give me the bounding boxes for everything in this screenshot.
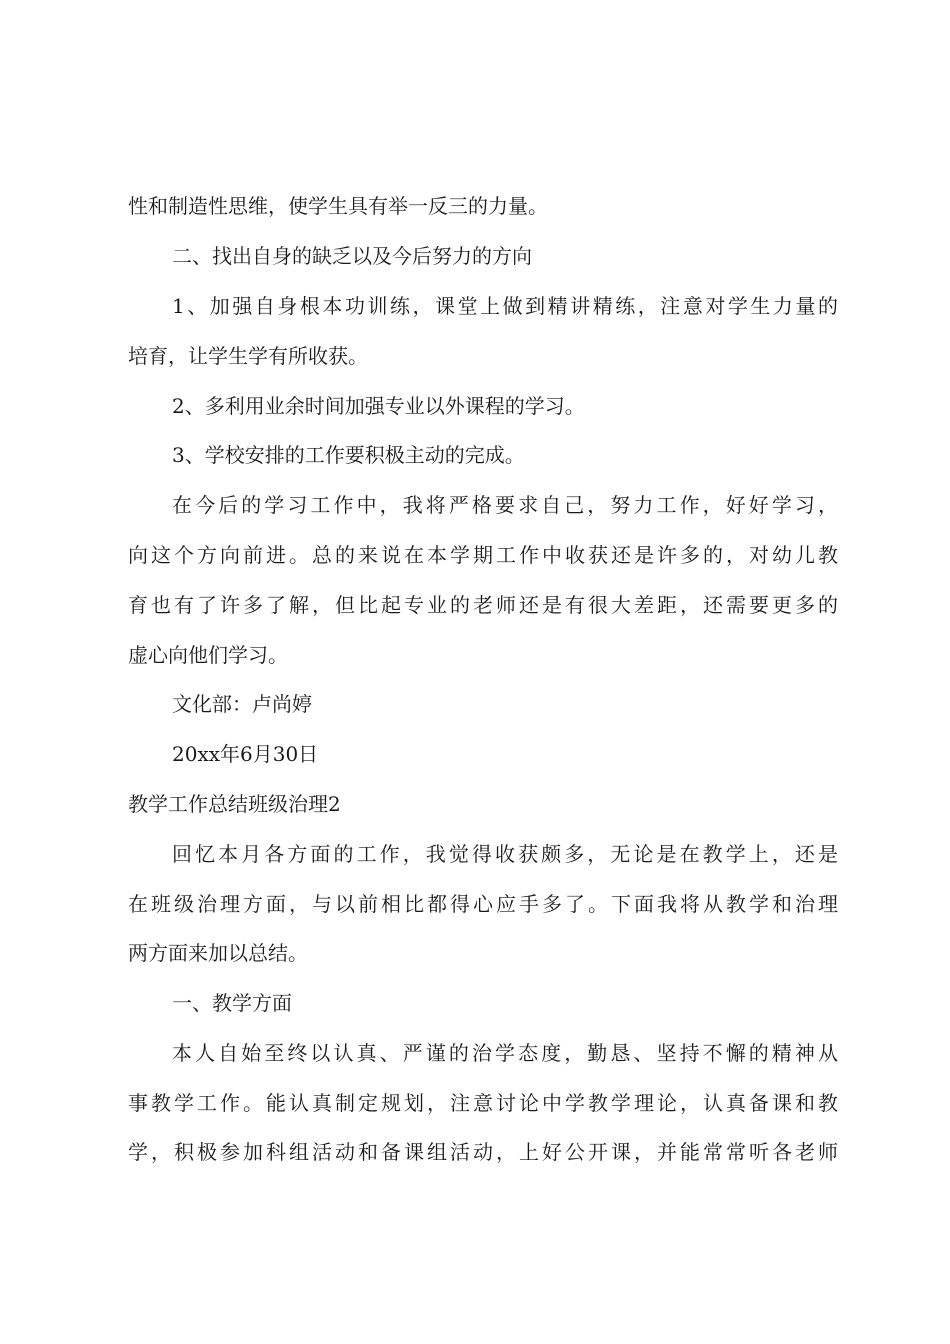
text-line: 在今后的学习工作中，我将严格要求自己，努力工作，好好学习， (172, 493, 838, 517)
text-line: 虚心向他们学习。 (128, 643, 288, 667)
author-line: 文化部：卢尚婷 (172, 692, 312, 716)
text-line: 本人自始至终以认真、严谨的治学态度，勤恳、坚持不懈的精神从 (172, 1041, 838, 1065)
text-line: 向这个方向前进。总的来说在本学期工作中收获还是许多的，对幼儿教 (128, 543, 838, 567)
text-line: 两方面来加以总结。 (128, 941, 308, 965)
date-line: 20xx年6月30日 (172, 742, 319, 766)
document-title: 教学工作总结班级治理2 (128, 792, 341, 816)
text-line: 1、加强自身根本功训练，课堂上做到精讲精练，注意对学生力量的 (172, 294, 838, 318)
text-line: 育也有了许多了解，但比起专业的老师还是有很大差距，还需要更多的 (128, 593, 838, 617)
text-line: 2、多利用业余时间加强专业以外课程的学习。 (172, 394, 585, 418)
text-line: 3、学校安排的工作要积极主动的完成。 (172, 443, 525, 467)
section-heading: 一、教学方面 (172, 991, 292, 1015)
text-line: 在班级治理方面，与以前相比都得心应手多了。下面我将从教学和治理 (128, 892, 838, 916)
text-line: 性和制造性思维，使学生具有举一反三的力量。 (128, 194, 548, 218)
section-heading: 二、找出自身的缺乏以及今后努力的方向 (172, 244, 532, 268)
text-line: 回忆本月各方面的工作，我觉得收获颇多，无论是在教学上，还是 (172, 842, 838, 866)
text-line: 学，积极参加科组活动和备课组活动，上好公开课，并能常常听各老师 (128, 1140, 838, 1164)
text-line: 培育，让学生学有所收获。 (128, 344, 368, 368)
text-line: 事教学工作。能认真制定规划，注意讨论中学教学理论，认真备课和教 (128, 1091, 838, 1115)
